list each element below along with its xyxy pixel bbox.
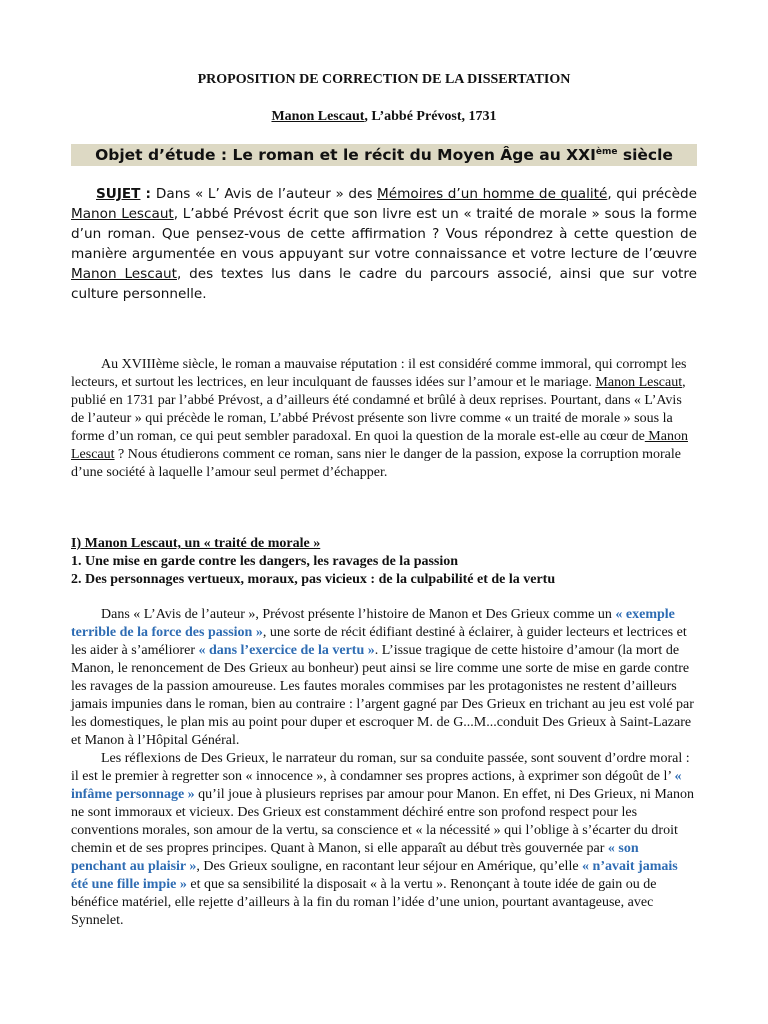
subject-label: SUJET bbox=[96, 186, 141, 202]
banner-text: Objet d’étude : Le roman et le récit du Moyen Âge au XXI bbox=[95, 146, 596, 164]
body-paragraph: Les réflexions de Des Grieux, le narrateur du roman, sur sa conduite passée, sont souvent d’ordre moral : il est le premier à regretter son « innocence », à condamner ses propres actions, à exprimer son dégoût de l’ « infâme personnage » qu’il joue à plusieurs reprises par amour pour Manon. En effet, ni Des Grieux, ni Manon ne sont immoraux et vicieux. Des Grieux est constamment déchiré entre son profond respect pour les conventions morales, son amour de la vertu, sa conscience et « la nécessité » qui l’oblige à s’écarter du droit chemin et de ses propres principes. Quant à Manon, si elle apparaît au début très gouvernée par « son penchant au plaisir », Des Grieux souligne, en racontant leur séjour en Amérique, qu’elle « n’avait jamais été une fille impie » et que sa sensibilité la disposait « à la vertu ». Renonçant à toute idée de gain ou de bénéfice matériel, elle rejette d’ailleurs à la fin du roman l’idée d’une union, pourtant avantageuse, avec Synnelet. bbox=[71, 751, 695, 928]
banner-end: siècle bbox=[617, 146, 673, 164]
highlighted-quote: « son penchant au plaisir » bbox=[71, 841, 639, 874]
subtitle-rest: , L’abbé Prévost, 1731 bbox=[364, 109, 497, 124]
subject-paragraph: SUJET : Dans « L’ Avis de l’auteur » des Mémoires d’un homme de qualité, qui précède Manon Lescaut, L’abbé Prévost écrit que son livre est un « traité de morale » sous la forme d’un roman. Que pensez-vous de cette affirmation ? Vous répondrez à cette question de manière argumentée en vous appuyant sur votre connaissance et votre lecture de l’œuvre Manon Lescaut, des textes lus dans le cadre du parcours associé, ainsi que sur votre culture personnelle. bbox=[71, 186, 697, 302]
document-title: PROPOSITION DE CORRECTION DE LA DISSERTATION bbox=[197, 72, 571, 87]
highlighted-quote: « exemple terrible de la force des passion » bbox=[71, 607, 675, 640]
part-heading: I) Manon Lescaut, un « traité de morale » bbox=[71, 536, 321, 551]
highlighted-quote: « infâme personnage » bbox=[71, 769, 682, 802]
body-section bbox=[71, 606, 697, 930]
work-title: Mémoires d’un homme de qualité bbox=[377, 186, 608, 202]
outline-headings bbox=[71, 535, 697, 589]
study-object-banner bbox=[71, 144, 697, 166]
subpart-heading: 2. Des personnages vertueux, moraux, pas vicieux : de la culpabilité et de la vertu bbox=[71, 572, 556, 587]
work-title: Manon Lescaut bbox=[595, 375, 683, 390]
highlighted-quote: « n’avait jamais été une fille impie » bbox=[71, 859, 678, 892]
work-title: Manon Lescaut bbox=[71, 206, 174, 222]
work-title: Manon Lescaut bbox=[271, 109, 365, 124]
work-title: Manon Lescaut bbox=[71, 429, 688, 462]
body-paragraph: Dans « L’Avis de l’auteur », Prévost présente l’histoire de Manon et Des Grieux comme un « exemple terrible de la force des passion », une sorte de récit édifiant destiné à éclairer, à guider lecteurs et lectrices et les aider à s’améliorer « dans l’exercice de la vertu ». L’issue tragique de cette histoire d’amour (la mort de Manon, le renoncement de Des Grieux au bonheur) peut ainsi se lire comme une sorte de mise en garde contre les ravages de la passion amoureuse. Les fautes morales commises par les protagonistes ne restent d’ailleurs jamais impunies dans le roman, bien au contraire : l’argent gagné par Des Grieux en trichant au jeu est volé par les domestiques, le plan mis au point pour duper et escroquer M. de G...M...conduit Des Grieux à Saint-Lazare et Manon à l’Hôpital Général. bbox=[71, 607, 694, 748]
document-subtitle bbox=[0, 109, 768, 125]
banner-superscript: ème bbox=[595, 147, 618, 157]
work-title: Manon Lescaut bbox=[71, 266, 177, 282]
introduction-paragraph: Au XVIIIème siècle, le roman a mauvaise réputation : il est considéré comme immoral, qui corrompt les lecteurs, et surtout les lectrices, en leur inculquant de fausses idées sur l’amour et le mariage. Manon Lescaut, publié en 1731 par l’abbé Prévost, a d’ailleurs été condamné et brûlé à deux reprises. Pourtant, dans « L’Avis de l’auteur » qui précède le roman, L’abbé Prévost présente son livre comme « un traité de morale » sous la forme d’un roman, ce qui peut sembler paradoxal. En quoi la question de la morale est-elle au cœur de Manon Lescaut ? Nous étudierons comment ce roman, sans nier le danger de la passion, expose la corruption morale d’une société à laquelle l’amour seul permet d’échapper. bbox=[71, 357, 688, 480]
highlighted-quote: « dans l’exercice de la vertu » bbox=[198, 643, 375, 658]
subpart-heading: 1. Une mise en garde contre les dangers, les ravages de la passion bbox=[71, 554, 459, 569]
